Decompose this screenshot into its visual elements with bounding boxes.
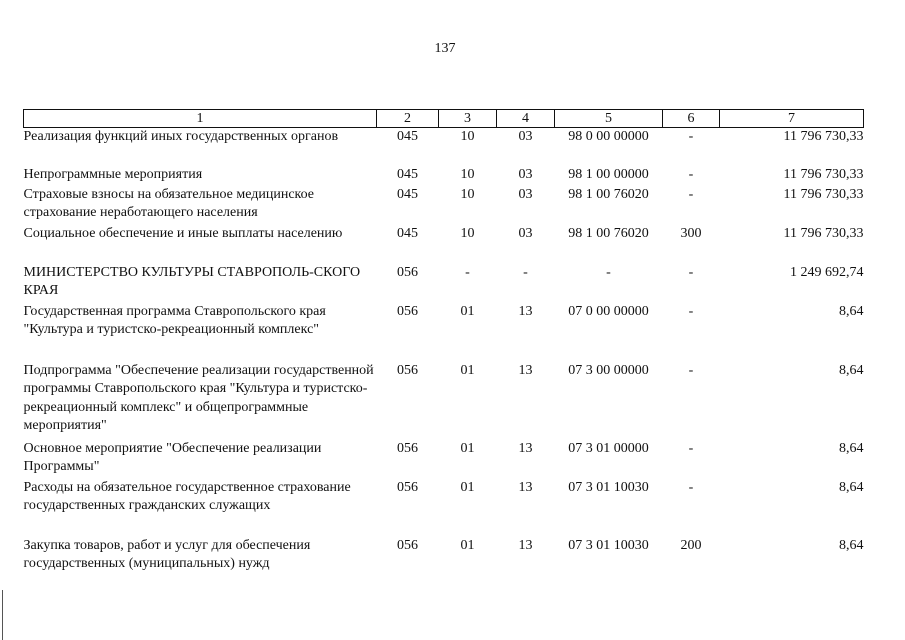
row-code-5: 98 1 00 76020 <box>568 225 649 241</box>
row-code-6: - <box>688 362 694 378</box>
row-code-6: - <box>688 479 694 495</box>
page-edge-line <box>2 590 3 640</box>
table-row <box>24 225 864 264</box>
table-row <box>24 128 864 166</box>
col-header-1: 1 <box>24 110 377 128</box>
row-code-5: 07 3 01 10030 <box>568 479 649 495</box>
row-amount: 11 796 730,33 <box>783 166 864 182</box>
table-row <box>24 440 864 479</box>
row-code-4: 13 <box>518 362 533 378</box>
row-code-5: 07 3 01 10030 <box>568 537 649 553</box>
row-code-2: 056 <box>397 440 418 456</box>
row-code-3: 01 <box>460 537 475 553</box>
row-name: Реализация функций иных государственных органов <box>23 129 339 144</box>
col-header-4: 4 <box>497 110 555 128</box>
row-amount: 11 796 730,33 <box>783 186 864 202</box>
row-code-2: 045 <box>397 186 418 202</box>
row-name: Подпрограмма "Обеспечение реализации государственной программы Ставропольского края "Культура и туристско-рекреационный комплекс" и общепрограммные мероприятия" <box>23 362 374 433</box>
row-code-4: 13 <box>518 479 533 495</box>
row-code-3: 10 <box>460 186 475 202</box>
row-code-2: 045 <box>397 166 418 182</box>
row-name: МИНИСТЕРСТВО КУЛЬТУРЫ СТАВРОПОЛЬ-СКОГО КРАЯ <box>23 264 361 298</box>
table-row <box>24 186 864 225</box>
row-code-5: - <box>606 264 611 280</box>
col-header-5: 5 <box>555 110 663 128</box>
row-code-3: 01 <box>460 362 475 378</box>
table-row <box>24 303 864 362</box>
row-code-2: 056 <box>397 537 418 553</box>
row-code-5: 98 1 00 00000 <box>568 166 649 182</box>
table-row <box>24 362 864 440</box>
row-code-2: 056 <box>397 303 418 319</box>
row-code-6: 300 <box>680 225 702 241</box>
row-code-4: 13 <box>518 440 533 456</box>
row-code-2: 045 <box>397 225 418 241</box>
row-code-4: 13 <box>518 303 533 319</box>
row-name: Расходы на обязательное государственное страхование государственных гражданских служащих <box>23 479 351 513</box>
row-name: Основное мероприятие "Обеспечение реализации Программы" <box>23 440 322 474</box>
row-code-5: 07 0 00 00000 <box>568 303 649 319</box>
row-amount: 8,64 <box>839 440 864 456</box>
row-amount: 8,64 <box>839 303 864 319</box>
row-code-4: 03 <box>518 129 533 144</box>
row-code-5: 98 0 00 00000 <box>568 129 649 144</box>
row-code-6: - <box>688 440 694 456</box>
col-header-2: 2 <box>377 110 439 128</box>
row-code-4: 03 <box>518 166 533 182</box>
row-amount: 11 796 730,33 <box>783 129 864 144</box>
row-code-2: 056 <box>397 264 418 280</box>
row-code-4: 13 <box>518 537 533 553</box>
row-code-6: 200 <box>680 537 702 553</box>
row-code-4: 03 <box>518 186 533 202</box>
row-code-4: - <box>523 264 528 280</box>
row-name: Страховые взносы на обязательное медицинское страхование неработающего населения <box>23 186 315 220</box>
row-code-2: 056 <box>397 362 418 378</box>
table-row <box>24 264 864 303</box>
row-code-3: 10 <box>460 129 475 144</box>
header-row <box>24 110 864 128</box>
row-code-6: - <box>688 303 694 319</box>
row-amount: 11 796 730,33 <box>783 225 864 241</box>
col-header-6: 6 <box>663 110 720 128</box>
row-code-3: 01 <box>460 303 475 319</box>
row-code-2: 045 <box>397 129 418 144</box>
row-name: Закупка товаров, работ и услуг для обеспечения государственных (муниципальных) нужд <box>23 537 311 571</box>
row-code-6: - <box>688 129 694 144</box>
row-amount: 8,64 <box>839 362 864 378</box>
row-code-3: 10 <box>460 166 475 182</box>
row-code-2: 056 <box>397 479 418 495</box>
table-row <box>24 537 864 575</box>
row-amount: 8,64 <box>839 537 864 553</box>
row-amount: 1 249 692,74 <box>790 264 864 280</box>
row-code-5: 07 3 01 00000 <box>568 440 649 456</box>
row-name: Социальное обеспечение и иные выплаты населению <box>23 225 343 241</box>
row-code-4: 03 <box>518 225 533 241</box>
table-row <box>24 479 864 537</box>
row-name: Непрограммные мероприятия <box>23 166 203 182</box>
row-amount: 8,64 <box>839 479 864 495</box>
page-number: 137 <box>434 41 456 56</box>
row-code-3: 01 <box>460 440 475 456</box>
row-code-6: - <box>688 264 694 280</box>
col-header-7: 7 <box>720 110 864 128</box>
col-header-3: 3 <box>439 110 497 128</box>
row-code-5: 07 3 00 00000 <box>568 362 649 378</box>
table-row <box>24 166 864 186</box>
row-code-3: 01 <box>460 479 475 495</box>
row-code-5: 98 1 00 76020 <box>568 186 649 202</box>
row-code-6: - <box>688 186 694 202</box>
row-name: Государственная программа Ставропольского края "Культура и туристско-рекреационный комплекс" <box>23 303 326 337</box>
budget-table <box>23 109 864 575</box>
row-code-3: 10 <box>460 225 475 241</box>
row-code-6: - <box>688 166 694 182</box>
row-code-3: - <box>465 264 470 280</box>
